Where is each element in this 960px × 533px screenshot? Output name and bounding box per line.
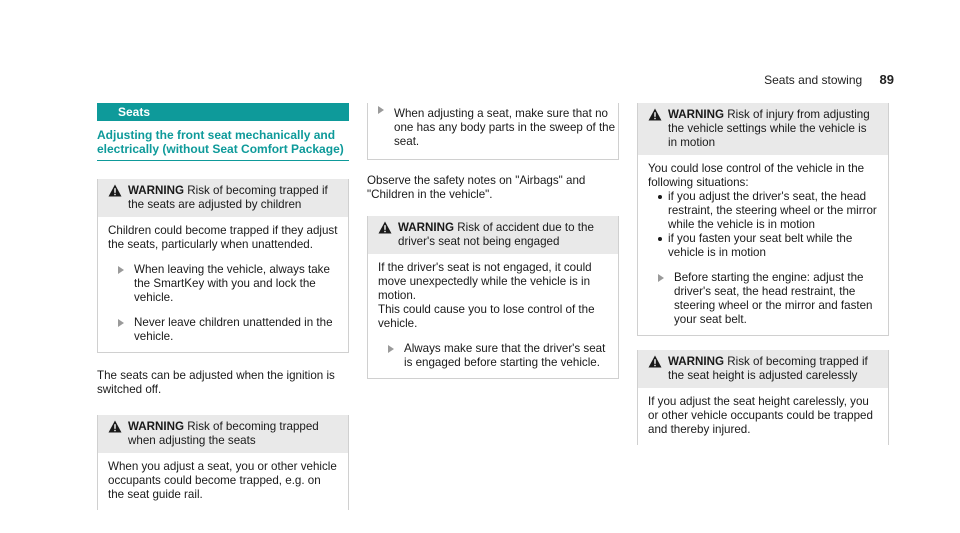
warning-body [368, 254, 618, 378]
warning-title: Risk of becoming trapped when adjusting the seats [128, 420, 319, 447]
body-paragraph: The seats can be adjusted when the ignition is switched off. [97, 369, 335, 396]
warning-box [637, 350, 889, 445]
warning-triangle-icon [648, 108, 662, 121]
step-arrow-icon [388, 345, 394, 353]
warning-text: This could cause you to lose control of the vehicle. [378, 303, 595, 330]
column-3 [637, 103, 889, 445]
list-item [658, 232, 878, 260]
warning-header [638, 103, 888, 155]
page-number: 89 [879, 72, 894, 87]
warning-body [98, 453, 348, 510]
step-item [108, 316, 338, 344]
list-item-text: if you adjust the driver's seat, the head restraint, the steering wheel or the mirror while the vehicle is in motion [668, 190, 877, 231]
warning-label: WARNING [128, 420, 185, 433]
bullet-dot-icon [658, 195, 662, 199]
step-item [368, 103, 618, 159]
step-text: Always make sure that the driver's seat is engaged before starting the vehicle. [404, 342, 606, 369]
step-text: Before starting the engine: adjust the driver's seat, the head restraint, the steering wheel or the mirror and fasten your seat belt. [674, 271, 873, 326]
warning-body [638, 155, 888, 335]
step-text: Never leave children unattended in the vehicle. [134, 316, 333, 343]
warning-triangle-icon [108, 420, 122, 433]
warning-box [97, 179, 349, 353]
column-2 [367, 103, 619, 379]
step-text: When leaving the vehicle, always take the SmartKey with you and lock the vehicle. [134, 263, 330, 304]
warning-title: Risk of accident due to the driver's seat not being engaged [398, 221, 594, 248]
warning-text: If the driver's seat is not engaged, it could move unexpectedly while the vehicle is in motion. [378, 261, 592, 302]
warning-body [638, 388, 888, 445]
step-item [648, 271, 878, 327]
warning-label: WARNING [668, 108, 725, 121]
step-item [108, 263, 338, 305]
section-banner: Seats [97, 103, 349, 121]
warning-title: Risk of becoming trapped if the seat height is adjusted carelessly [668, 355, 868, 382]
step-arrow-icon [118, 319, 124, 327]
warning-header [638, 350, 888, 388]
warning-header [98, 415, 348, 453]
warning-body [98, 217, 348, 352]
subsection-heading: Adjusting the front seat mechanically and electrically (without Seat Comfort Package) [97, 128, 349, 161]
warning-triangle-icon [648, 355, 662, 368]
section-title: Seats and stowing [764, 73, 863, 87]
warning-header [368, 216, 618, 254]
page-header [764, 73, 894, 87]
continued-box [367, 103, 619, 160]
warning-header [98, 179, 348, 217]
body-paragraph: Observe the safety notes on "Airbags" and "Children in the vehicle". [367, 174, 586, 201]
warning-label: WARNING [128, 184, 185, 197]
bullet-list [648, 190, 878, 260]
warning-text: If you adjust the seat height carelessly, you or other vehicle occupants could be trapped and thereby injured. [648, 395, 873, 436]
warning-text: You could lose control of the vehicle in the following situations: [648, 162, 865, 189]
warning-label: WARNING [398, 221, 455, 234]
warning-box [637, 103, 889, 336]
column-1 [97, 103, 349, 510]
warning-triangle-icon [108, 184, 122, 197]
warning-title: Risk of injury from adjusting the vehicle settings while the vehicle is in motion [668, 108, 870, 149]
warning-title: Risk of becoming trapped if the seats are adjusted by children [128, 184, 328, 211]
list-item [658, 190, 878, 232]
warning-label: WARNING [668, 355, 725, 368]
step-arrow-icon [378, 106, 384, 114]
list-item-text: if you fasten your seat belt while the vehicle is in motion [668, 232, 853, 259]
warning-box [367, 216, 619, 379]
step-text: When adjusting a seat, make sure that no one has any body parts in the sweep of the seat. [394, 107, 616, 148]
warning-text: Children could become trapped if they adjust the seats, particularly when unattended. [108, 224, 338, 251]
step-arrow-icon [658, 274, 664, 282]
step-item [378, 342, 608, 370]
warning-box [97, 415, 349, 510]
warning-triangle-icon [378, 221, 392, 234]
bullet-dot-icon [658, 237, 662, 241]
warning-text: When you adjust a seat, you or other vehicle occupants could become trapped, e.g. on the seat guide rail. [108, 460, 337, 501]
step-arrow-icon [118, 266, 124, 274]
